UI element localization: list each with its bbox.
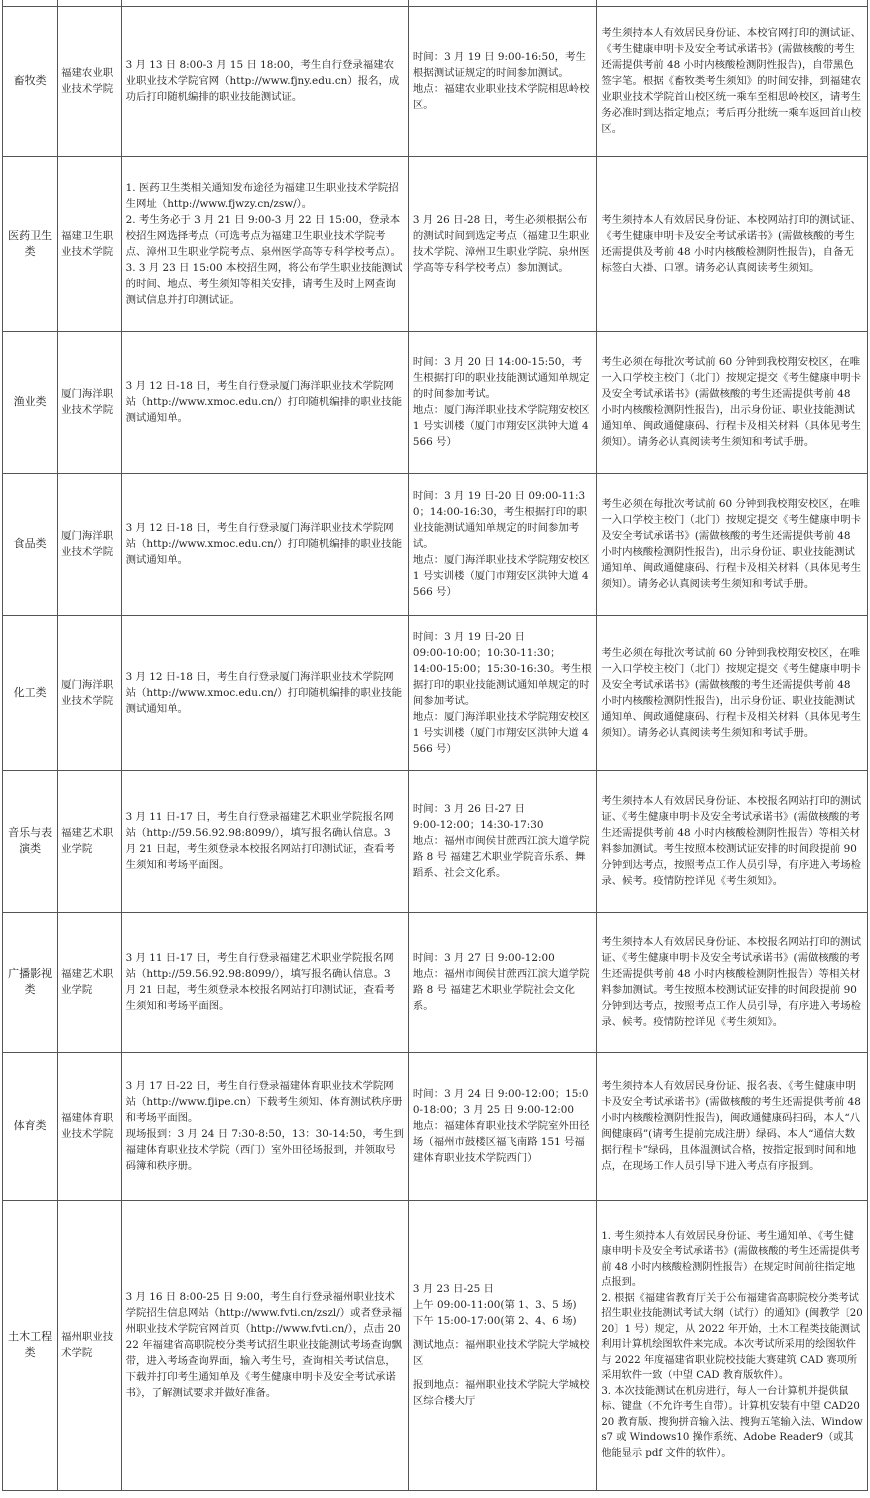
category-cell: 音乐与表演类 (3, 770, 58, 912)
notes-cell (597, 770, 868, 912)
school-cell: 福建艺术职业学院 (58, 770, 121, 912)
notes-cell (597, 156, 868, 331)
category-cell: 食品类 (3, 473, 58, 615)
time-place-text: 3 月 26 日-28 日，考生必须根据公布的测试时间到选定考点（福建卫生职业技术学院、漳州卫生职业学院、泉州医学高等专科学校考点）参加测试。 (412, 213, 590, 274)
time-place-cell (408, 473, 596, 615)
table-row (3, 6, 868, 156)
exam-dates-text: 3 月 23 日-25 日 上午 09:00-11:00(第 1、3、5 场) 下午 15:00-17:00(第 2、4、6 场) (412, 1283, 577, 1327)
notes-text: 考生必须在每批次考试前 60 分钟到我校翔安校区，在唯一入口学校主校门（北门）按规定提交《考生健康申明卡及安全考试承诺书》(需做核酸的考生还需提供考前 48 小时内核酸检测阴性报告)，出示身份证、职业技能测试通知单、闽政通健康码、行程卡及相关材料（具体见考生须知）。请务必认真阅读考生须知和考试手册。 (601, 646, 862, 739)
notes-text: 1. 考生须持本人有效居民身份证、考生通知单、《考生健康申明卡及安全考试承诺书》(需做核酸的考生还需提供考前 48 小时内核酸检测阴性报告）在规定时间前往指定地点报到。 2. 根据《福建省教育厅关于公布福建省高职院校分类考试招生职业技能测试考试大纲（试行）的通知》(闽教学〔2020〕1 号）规定，从 2022 年开始，土木工程类技能测试利用计算机绘图软件来完成。本次考试所采用的绘图软件与 2022 年度福建省职业院校技能大赛建筑 CAD 赛项所采用软件一致（中望 CAD 教育版软件）。 3. 本次技能测试在机房进行，每人一台计算机并提供鼠标、键盘（不允许考生自带）。计算机安装有中望 CAD2020 教育版、搜狗拼音输入法、搜狗五笔输入法、Windows7 或 Windows10 操作系统、Adobe Reader9（或其他能显示 pdf 文件的软件）。 (601, 1230, 863, 1459)
time-place-text: 时间：3 月 27 日 9:00-12:00 地点：福州市闽侯甘蔗西江滨大道学院路 8 号 福建艺术职业学院社会文化系。 (412, 952, 590, 1012)
notes-cell (597, 6, 868, 156)
table-row (3, 912, 868, 1052)
table-row (3, 615, 868, 770)
registration-cell (121, 331, 408, 473)
registration-text: 1. 医药卫生类相关通知发布途径为福建卫生职业技术学院招生网址（http://www.fjwzy.cn/zsw/）。 2. 考生务必于 3 月 21 日 9:00-3 月 22 日 15:00，登录本校招生网选择考点（可选考点为福建卫生职业技术学院考点、漳州卫生职业学院考点、泉州医学高等专科学校考点）。 3. 3 月 23 日 15:00 本校招生网，将公布学生职业技能测试的时间、地点、考生须知等相关安排，请考生及时上网查询测试信息并打印测试证。 (125, 181, 403, 306)
registration-cell (121, 615, 408, 770)
registration-text: 3 月 12 日-18 日，考生自行登录厦门海洋职业技术学院网站（http://www.xmoc.edu.cn/）打印随机编排的职业技能测试通知单。 (125, 522, 402, 566)
table-row (3, 1052, 868, 1200)
time-place-cell (408, 1052, 596, 1200)
table-row (3, 331, 868, 473)
notes-cell (597, 1052, 868, 1200)
registration-text: 3 月 11 日-17 日，考生自行登录福建艺术职业学院报名网站（http://59.56.92.98:8099/），填写报名确认信息。3 月 21 日起，考生须登录本校报名网站打印测试证，查看考生须知和考场平面图。 (125, 811, 395, 871)
registration-text: 3 月 13 日 8:00-3 月 15 日 18:00，考生自行登录福建农业职业技术学院官网（http://www.fjny.edu.cn）报名，成功后打印随机编排的职业技能测试证。 (125, 59, 400, 103)
time-place-text: 时间：3 月 19 日-20 日 09:00-10:00；10:30-11:30； 14:00-15:00；15:30-16:30。考生根据打印的职业技能测试通知单规定的时间参加考试。 地点：厦门海洋职业技术学院翔安校区 1 号实训楼（厦门市翔安区洪钟大道 4566 号） (412, 630, 592, 755)
exam-info-table (2, 0, 868, 1491)
school-cell: 厦门海洋职业技术学院 (58, 331, 121, 473)
time-place-cell (408, 6, 596, 156)
checkin-location-text: 报到地点：福州职业技术学院大学城校区综合楼大厅 (412, 1379, 590, 1407)
time-place-text: 时间：3 月 19 日 9:00-16:50，考生根据测试证规定的时间参加测试。 地点：福建农业职业技术学院相思岭校区。 (412, 51, 590, 111)
notes-text: 考生须持本人有效居民身份证、本校报名网站打印的测试证、《考生健康申明卡及安全考试承诺书》(需做核酸的考生还需提供考前 48 小时内核酸检测阴性报告）等相关材料参加测试。考生按照本校测试证安排的时间段提前 90 分钟到达考点，按照考点工作人员引导，有序进入考场检录、候考。疫情防控详见《考生须知》。 (601, 795, 862, 887)
registration-text: 3 月 17 日-22 日，考生自行登录福建体育职业技术学院网站（http://www.fjipe.cn）下载考生须知、体育测试秩序册和考场平面图。 现场报到：3 月 24 日 7:30-8:50，13：30-14:50，考生到福建体育职业技术学院（西门）室外田径场报到，并领取号码簿和秩序册。 (125, 1080, 404, 1172)
time-place-cell (408, 912, 596, 1052)
school-cell: 福建体育职业技术学院 (58, 1052, 121, 1200)
notes-cell (597, 615, 868, 770)
time-place-cell (408, 615, 596, 770)
table-row (3, 1200, 868, 1490)
school-cell: 福建艺术职业学院 (58, 912, 121, 1052)
notes-cell (597, 912, 868, 1052)
school-cell: 福建农业职业技术学院 (58, 6, 121, 156)
spacer (413, 1369, 592, 1377)
category-cell: 广播影视类 (3, 912, 58, 1052)
notes-cell (597, 473, 868, 615)
time-place-text: 时间：3 月 20 日 14:00-15:50，考生根据打印的职业技能测试通知单规定的时间参加考试。 地点：厦门海洋职业技术学院翔安校区 1 号实训楼（厦门市翔安区洪钟大道 4566 号） (412, 356, 590, 448)
registration-cell (121, 912, 408, 1052)
time-place-cell (408, 331, 596, 473)
registration-text: 3 月 16 日 8:00-25 日 9:00，考生自行登录福州职业技术学院招生信息网站（http://www.fvti.cn/zszl/）或者登录福州职业技术学院官网首页（http://www.fvti.cn/），点击 2022 年福建省高职院校分类考试招生职业技能测试考场查询飘带，进入考场查询界面，输入考生号，查询相关考试信息，下载并打印考生通知单及《考生健康申明卡及安全考试承诺书》，了解测试要求并做好准备。 (125, 1291, 403, 1399)
notes-cell (597, 1200, 868, 1490)
table-row (3, 473, 868, 615)
registration-cell (121, 1200, 408, 1490)
registration-cell (121, 156, 408, 331)
time-place-text: 时间：3 月 19 日-20 日 09:00-11:30；14:00-16:30，考生根据打印的职业技能测试通知单规定的时间参加考试。 地点：厦门海洋职业技术学院翔安校区 1 号实训楼（厦门市翔安区洪钟大道 4566 号） (412, 490, 590, 598)
school-cell: 福州职业技术学院 (58, 1200, 121, 1490)
time-place-cell (408, 1200, 596, 1490)
time-place-cell (408, 770, 596, 912)
time-place-cell (408, 156, 596, 331)
registration-cell (121, 6, 408, 156)
category-cell: 畜牧类 (3, 6, 58, 156)
registration-cell (121, 473, 408, 615)
registration-cell (121, 770, 408, 912)
category-cell: 医药卫生类 (3, 156, 58, 331)
notes-text: 考生须持本人有效居民身份证、本校报名网站打印的测试证、《考生健康申明卡及安全考试承诺书》(需做核酸的考生还需提供考前 48 小时内核酸检测阴性报告）等相关材料参加测试。考生按照本校测试证安排的时间段提前 90 分钟到达考点，按照考点工作人员引导，有序进入考场检录、候考。疫情防控详见《考生须知》。 (601, 936, 862, 1028)
school-cell: 福建卫生职业技术学院 (58, 156, 121, 331)
category-cell: 化工类 (3, 615, 58, 770)
notes-text: 考生必须在每批次考试前 60 分钟到我校翔安校区，在唯一入口学校主校门（北门）按规定提交《考生健康申明卡及安全考试承诺书》(需做核酸的考生还需提供考前 48 小时内核酸检测阴性报告)，出示身份证、职业技能测试通知单、闽政通健康码、行程卡及相关材料（具体见考生须知）。请务必认真阅读考生须知和考试手册。 (601, 356, 862, 448)
school-cell: 厦门海洋职业技术学院 (58, 615, 121, 770)
notes-text: 考生须持本人有效居民身份证、报名表、《考生健康申明卡及安全考试承诺书》(需做核酸的考生还需提供考前 48 小时内核酸检测阴性报告)，闽政通健康码扫码，本人“八闽健康码”(请考生提前完成注册）绿码、本人“通信大数据行程卡”绿码，且体温测试合格，按指定报到时间和地点，在现场工作人员引导下进入考点有序报到。 (601, 1080, 865, 1172)
notes-text: 考生须持本人有效居民身份证、本校官网打印的测试证、《考生健康申明卡及安全考试承诺书》(需做核酸的考生还需提供考前 48 小时内核酸检测阴性报告)，自带黑色签字笔。根据《畜牧类考生须知》的时间安排，到福建农业职业技术学院首山校区统一乘车至相思岭校区，请考生务必准时到达指定地点；考后再分批统一乘车返回首山校区。 (601, 27, 862, 135)
spacer (413, 1329, 592, 1337)
notes-cell (597, 331, 868, 473)
table-row (3, 156, 868, 331)
notes-text: 考生须持本人有效居民身份证、本校网站打印的测试证、《考生健康申明卡及安全考试承诺书》(需做核酸的考生还需提供及考前 48 小时内核酸检测阴性报告)，自备无标签白大褂、口罩。请务必认真阅读考生须知。 (601, 213, 862, 274)
category-cell: 体育类 (3, 1052, 58, 1200)
registration-cell (121, 1052, 408, 1200)
test-location-text: 测试地点：福州职业技术学院大学城校区 (412, 1339, 590, 1367)
time-place-text: 时间：3 月 24 日 9:00-12:00；15:00-18:00；3 月 25 日 9:00-12:00 地点：福建体育职业技术学院室外田径场（福州市鼓楼区福飞南路 151 号福建体育职业技术学院西门） (412, 1088, 590, 1164)
category-cell: 土木工程类 (3, 1200, 58, 1490)
school-cell: 厦门海洋职业技术学院 (58, 473, 121, 615)
category-cell: 渔业类 (3, 331, 58, 473)
registration-text: 3 月 12 日-18 日，考生自行登录厦门海洋职业技术学院网站（http://www.xmoc.edu.cn/）打印随机编排的职业技能测试通知单。 (125, 670, 402, 715)
time-place-text: 时间：3 月 26 日-27 日 9:00-12:00；14:30-17:30 地点：福州市闽侯甘蔗西江滨大道学院路 8 号 福建艺术职业学院音乐系、舞蹈系、社会文化系。 (412, 803, 590, 879)
registration-text: 3 月 11 日-17 日，考生自行登录福建艺术职业学院报名网站（http://59.56.92.98:8099/），填写报名确认信息。3 月 21 日起，考生须登录本校报名网站打印测试证，查看考生须知和考场平面图。 (125, 952, 395, 1012)
notes-text: 考生必须在每批次考试前 60 分钟到我校翔安校区，在唯一入口学校主校门（北门）按规定提交《考生健康申明卡及安全考试承诺书》(需做核酸的考生还需提供考前 48 小时内核酸检测阴性报告)，出示身份证、职业技能测试通知单、闽政通健康码、行程卡及相关材料（具体见考生须知）。请务必认真阅读考生须知和考试手册。 (601, 498, 862, 590)
table-row (3, 770, 868, 912)
registration-text: 3 月 12 日-18 日，考生自行登录厦门海洋职业技术学院网站（http://www.xmoc.edu.cn/）打印随机编排的职业技能测试通知单。 (125, 380, 402, 424)
